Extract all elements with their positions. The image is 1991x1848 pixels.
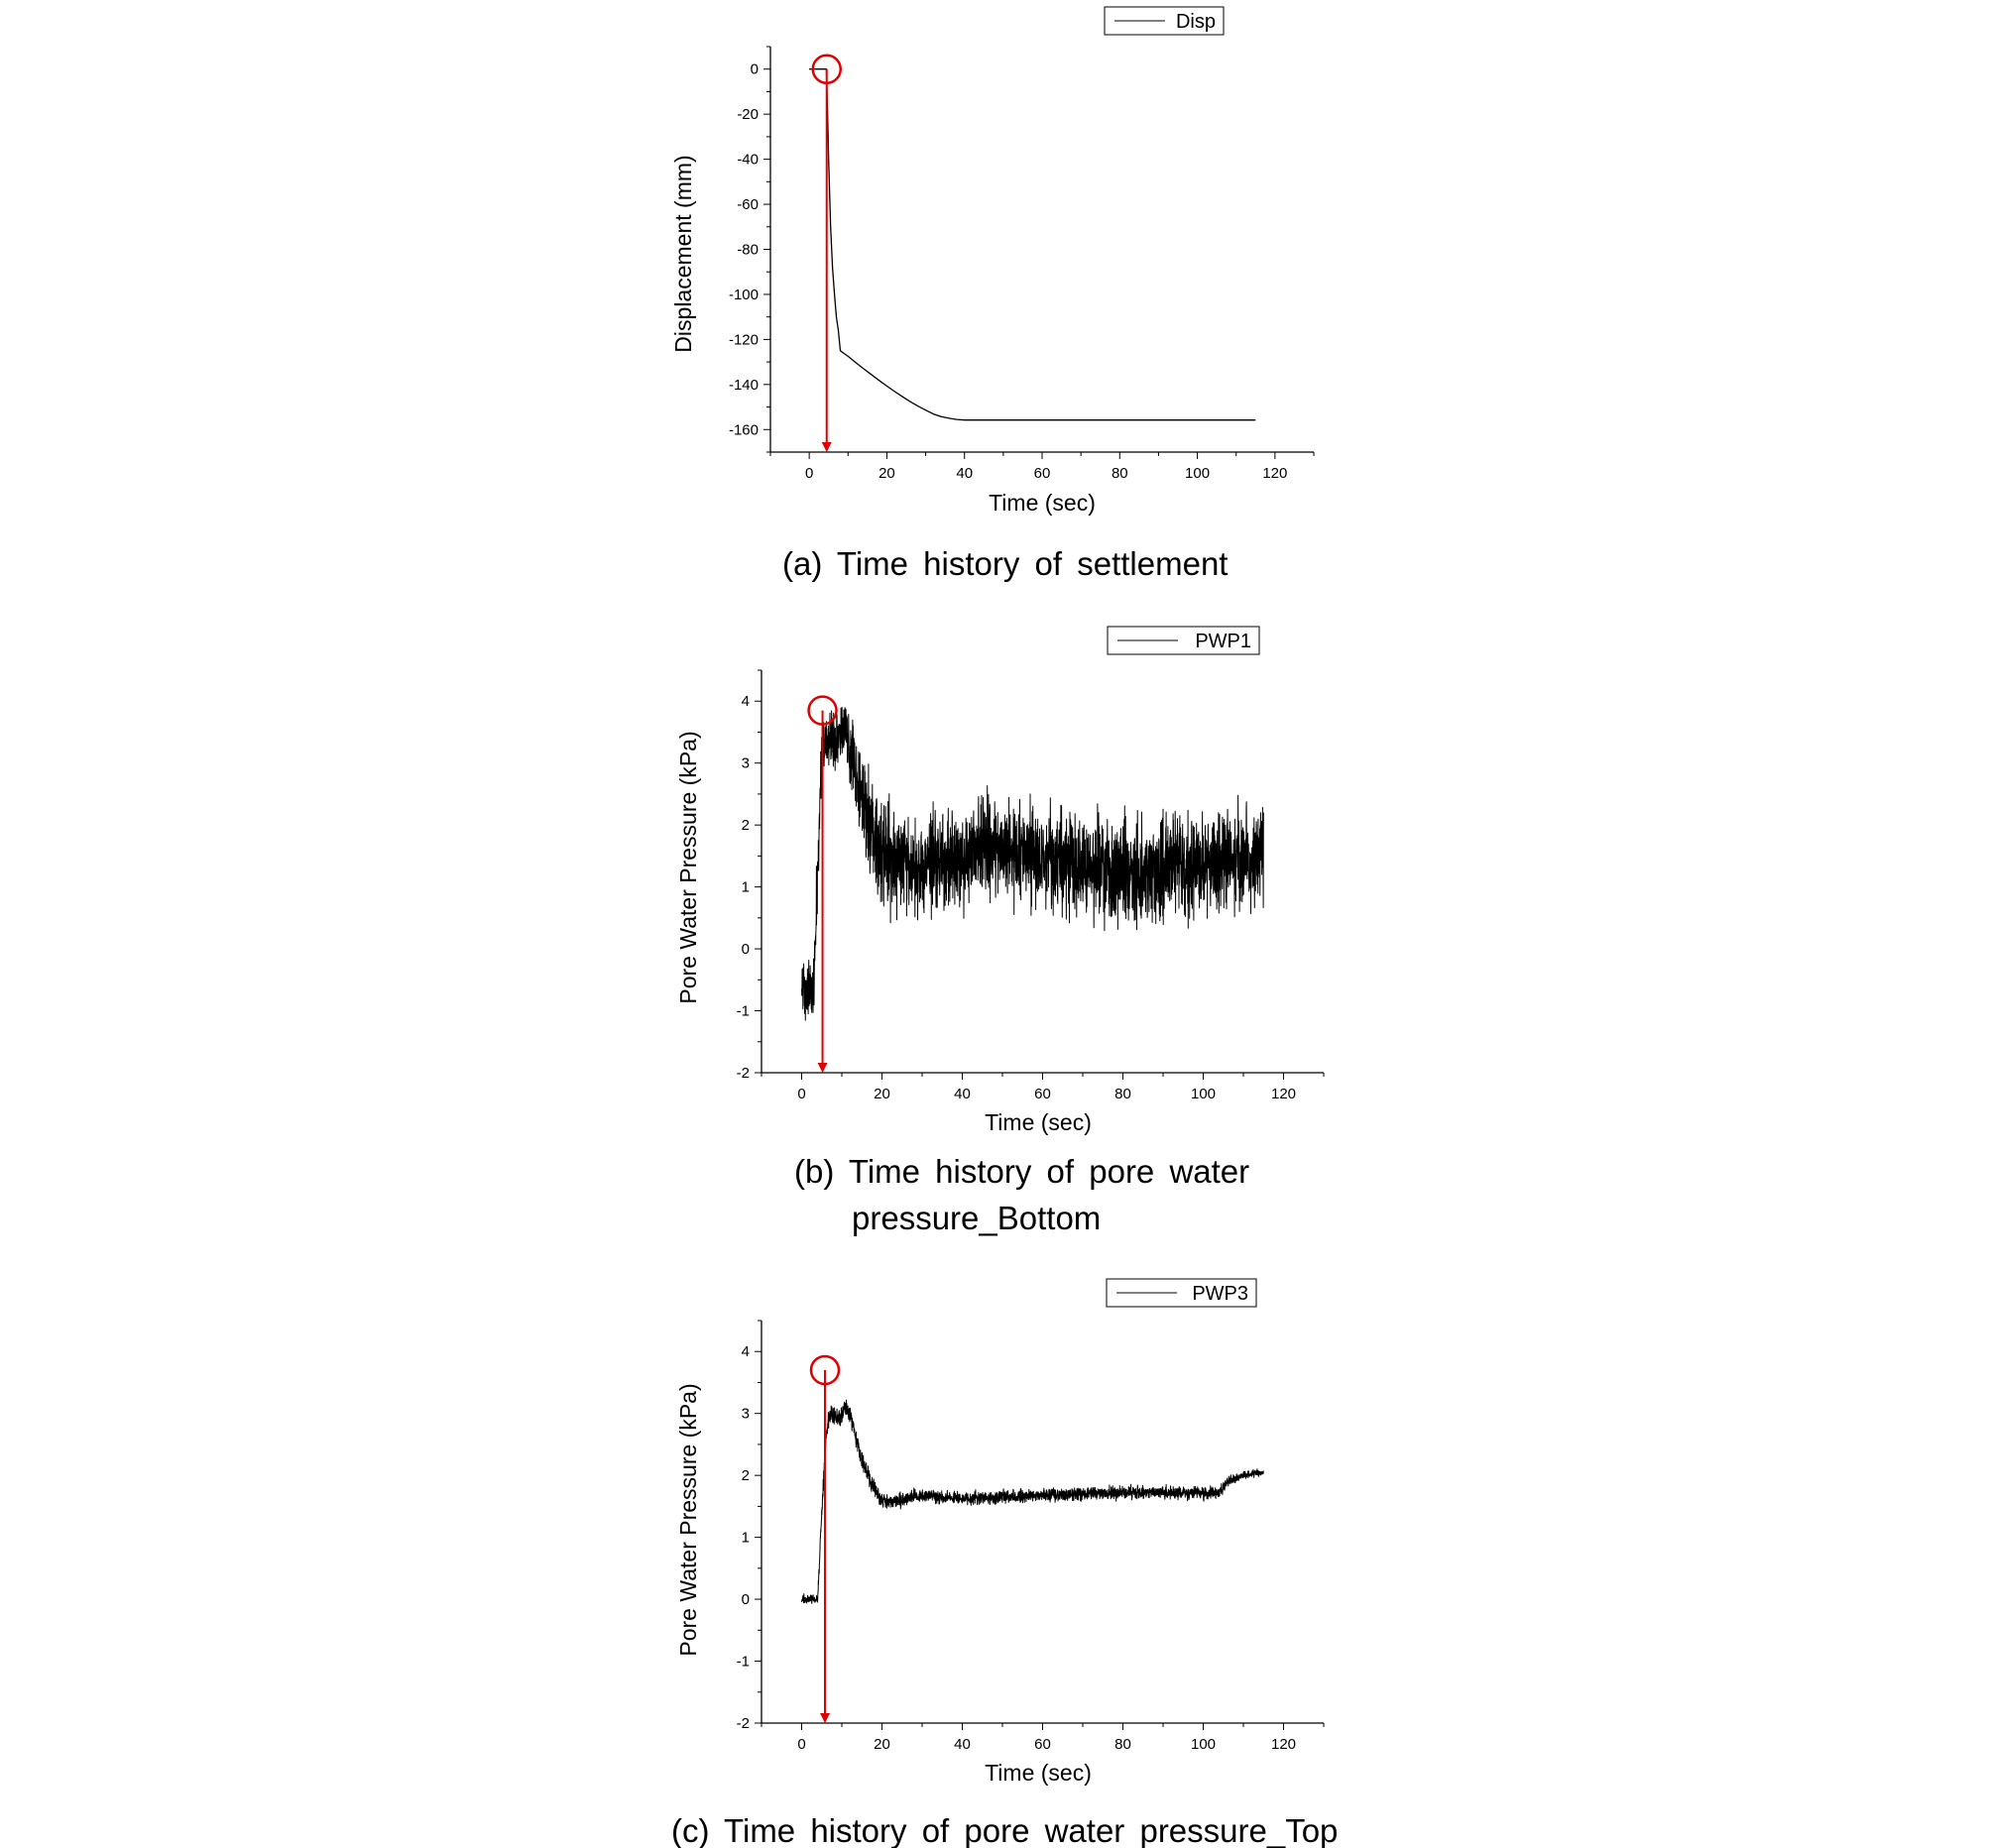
panel-a-x-tick-label: 0	[804, 465, 814, 482]
panel-c-y-tick-label: 2	[741, 1467, 750, 1485]
panel-a-axes	[729, 47, 1314, 482]
panel-b-marks	[802, 697, 1264, 1073]
panel-b-x-tick-label: 100	[1190, 1086, 1217, 1102]
panel-b-x-tick-label: 80	[1114, 1086, 1131, 1102]
panel-c-y-tick-label: 1	[741, 1529, 750, 1547]
panel-c-x-tick-label: 40	[954, 1736, 971, 1753]
panel-b-x-tick-label: 120	[1270, 1086, 1297, 1102]
panel-b-red-arrow-head	[818, 1063, 828, 1073]
panel-b-y-tick-label: 1	[741, 878, 750, 896]
panel-a-y-tick-label: 0	[750, 60, 759, 78]
panel-a-marks	[809, 56, 1255, 452]
panel-a-series-line-disp	[809, 69, 1255, 420]
panel-c-y-axis-label: Pore Water Pressure (kPa)	[675, 1383, 701, 1657]
panel-b-y-tick-label: 2	[741, 817, 750, 835]
panel-c-x-tick-label: 20	[874, 1736, 890, 1753]
panel-b-y-axis-label: Pore Water Pressure (kPa)	[675, 731, 701, 1004]
panel-a-x-tick-label: 100	[1185, 465, 1211, 482]
panel-b-x-axis-label: Time (sec)	[985, 1109, 1092, 1135]
panel-c-legend-label: PWP3	[1192, 1283, 1248, 1305]
panel-c-y-tick-label: 4	[741, 1343, 750, 1361]
panel-b-y-tick-label: 4	[741, 693, 750, 711]
panel-a-y-tick-label: -120	[728, 331, 759, 349]
panel-c-y-tick-label: -2	[736, 1715, 750, 1732]
panel-b-legend	[1108, 627, 1259, 654]
panel-a-red-arrow-head	[822, 442, 832, 452]
panel-b-x-tick-label: 40	[954, 1086, 971, 1102]
panel-a-y-tick-label: -160	[728, 421, 759, 439]
panel-a-x-axis-label: Time (sec)	[989, 490, 1096, 516]
panel-b-x-tick-label: 60	[1034, 1086, 1051, 1102]
panel-c-y-tick-label: 3	[741, 1405, 750, 1423]
panel-a-x-tick-label: 120	[1262, 465, 1288, 482]
panel-c-x-tick-label: 80	[1114, 1736, 1131, 1753]
panel-c-y-tick-label: -1	[736, 1653, 750, 1671]
panel-a-y-tick-label: -140	[728, 376, 759, 394]
panel-a-x-tick-label: 20	[878, 465, 895, 482]
panel-b-y-tick-label: 3	[741, 754, 750, 772]
panel-a-y-tick-label: -100	[728, 286, 759, 303]
panel-c-x-axis-label: Time (sec)	[985, 1760, 1092, 1786]
panel-a-y-tick-label: -80	[737, 241, 759, 259]
panel-b-y-tick-label: -1	[736, 1002, 750, 1020]
panel-b-x-tick-label: 0	[797, 1086, 806, 1102]
chart-panel-c	[671, 1279, 1338, 1848]
panel-c-legend	[1107, 1279, 1256, 1307]
panel-a-y-tick-label: -60	[737, 196, 759, 214]
panel-b-y-tick-label: 0	[741, 941, 750, 959]
panel-a-x-tick-label: 60	[1033, 465, 1051, 482]
panel-b-caption-line-1: (b) Time history of pore water	[794, 1153, 1250, 1190]
panel-a-x-tick-label: 80	[1111, 465, 1128, 482]
panel-a-legend	[1105, 7, 1224, 35]
panel-b-caption-line-2: pressure_Bottom	[852, 1200, 1102, 1236]
panel-c-x-tick-label: 100	[1190, 1736, 1217, 1753]
panel-b-x-tick-label: 20	[874, 1086, 890, 1102]
panel-a-x-tick-label: 40	[956, 465, 974, 482]
panel-c-x-tick-label: 0	[797, 1736, 806, 1753]
panel-c-red-arrow-head	[820, 1713, 830, 1723]
panel-a-y-tick-label: -40	[737, 151, 759, 169]
panel-a-caption: (a) Time history of settlement	[782, 545, 1229, 582]
panel-a-y-axis-label: Displacement (mm)	[670, 155, 696, 353]
panel-b-series-line-pwp1	[802, 708, 1264, 1021]
panel-c-series-line-pwp3	[802, 1400, 1264, 1603]
panel-c-x-tick-label: 120	[1270, 1736, 1297, 1753]
panel-c-caption: (c) Time history of pore water pressure_Top	[671, 1812, 1339, 1848]
panel-b-legend-label: PWP1	[1195, 631, 1251, 652]
panel-c-y-tick-label: 0	[741, 1591, 750, 1609]
panel-a-legend-label: Disp	[1175, 11, 1216, 33]
panel-c-x-tick-label: 60	[1034, 1736, 1051, 1753]
panel-c-marks	[802, 1356, 1264, 1723]
panel-b-y-tick-label: -2	[736, 1065, 750, 1082]
chart-panel-b	[675, 627, 1324, 1236]
chart-panel-a	[670, 7, 1314, 582]
panel-a-y-tick-label: -20	[737, 106, 759, 124]
